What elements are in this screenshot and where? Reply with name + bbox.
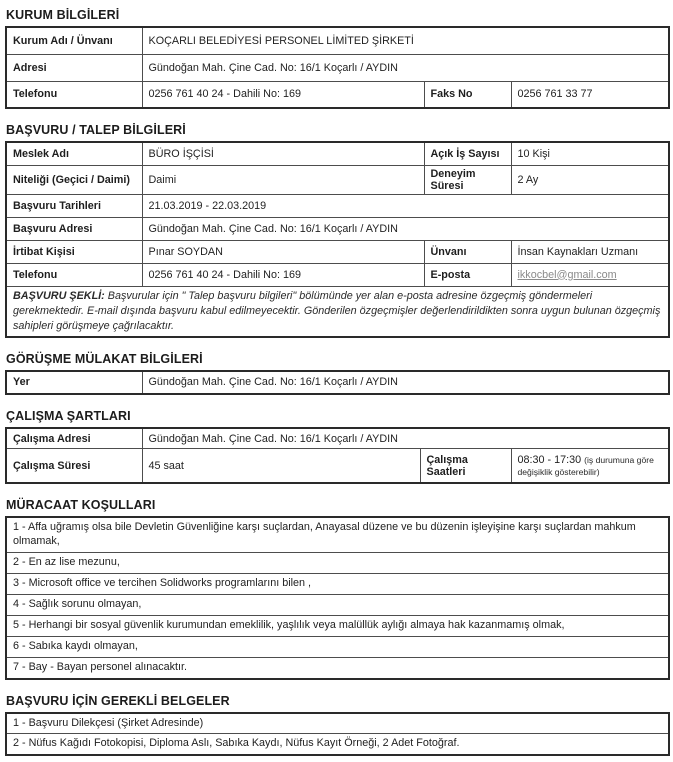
condition-item-1: 1 - Affa uğramış olsa bile Devletin Güvenliğine karşı suçlardan, Anayasal düzene ve bu düzenin işleyişine karşı suçlardan mahkum olmamak,	[6, 517, 669, 553]
field-value-eposta	[511, 263, 669, 286]
basvuru-talep-bilgileri-table	[5, 141, 670, 338]
calisma-saatleri-time: 08:30 - 17:30	[517, 453, 582, 466]
table-row	[6, 54, 669, 81]
calisma-sartlari-table	[5, 427, 670, 484]
list-item-row	[6, 734, 669, 755]
field-value-irtibat-kisisi: Pınar SOYDAN	[142, 240, 424, 263]
basvuru-sekli-note-label: BAŞVURU ŞEKLİ:	[13, 289, 105, 302]
field-value-kurum-adi: KOÇARLI BELEDİYESİ PERSONEL LİMİTED ŞİRKETİ	[142, 27, 669, 54]
field-label-acik-is-sayisi: Açık İş Sayısı	[424, 142, 511, 165]
field-label-deneyim-suresi: Deneyim Süresi	[424, 165, 511, 194]
section-title-gerekli-belgeler: BAŞVURU İÇİN GEREKLİ BELGELER	[6, 693, 230, 708]
field-label-niteligi: Niteliği (Geçici / Daimi)	[6, 165, 142, 194]
field-value-unvani: İnsan Kaynakları Uzmanı	[511, 240, 669, 263]
field-label-adresi: Adresi	[6, 54, 142, 81]
list-item-row	[6, 517, 669, 553]
field-label-telefonu-2: Telefonu	[6, 263, 142, 286]
field-label-meslek-adi: Meslek Adı	[6, 142, 142, 165]
table-row	[6, 263, 669, 286]
field-label-calisma-saatleri: Çalışma Saatleri	[420, 449, 511, 483]
field-label-kurum-adi: Kurum Adı / Ünvanı	[6, 27, 142, 54]
field-label-telefonu: Telefonu	[6, 81, 142, 108]
table-row	[6, 449, 669, 483]
field-label-faks-no: Faks No	[424, 81, 511, 108]
field-value-meslek-adi: BÜRO İŞÇİSİ	[142, 142, 424, 165]
field-value-telefonu-2: 0256 761 40 24 - Dahili No: 169	[142, 263, 424, 286]
field-label-unvani: Ünvanı	[424, 240, 511, 263]
gorusme-mulakat-bilgileri-table	[5, 370, 670, 395]
condition-item-5: 5 - Herhangi bir sosyal güvenlik kurumundan emeklilik, yaşlılık veya malüllük aylığı almaya hak kazanmamış olmak,	[6, 615, 669, 636]
table-row	[6, 428, 669, 449]
field-label-calisma-adresi: Çalışma Adresi	[6, 428, 142, 449]
list-item-row	[6, 636, 669, 657]
list-item-row	[6, 713, 669, 734]
field-value-yer: Gündoğan Mah. Çine Cad. No: 16/1 Koçarlı / AYDIN	[142, 371, 669, 394]
field-value-calisma-suresi: 45 saat	[142, 449, 420, 483]
condition-item-6: 6 - Sabıka kaydı olmayan,	[6, 636, 669, 657]
kurum-bilgileri-table	[5, 26, 670, 109]
list-item-row	[6, 594, 669, 615]
field-value-calisma-adresi: Gündoğan Mah. Çine Cad. No: 16/1 Koçarlı / AYDIN	[142, 428, 669, 449]
field-value-niteligi: Daimi	[142, 165, 424, 194]
table-row	[6, 217, 669, 240]
document-item-2: 2 - Nüfus Kağıdı Fotokopisi, Diploma Aslı, Sabıka Kaydı, Nüfus Kayıt Örneği, 2 Adet Fotoğraf.	[6, 734, 669, 755]
table-row	[6, 194, 669, 217]
field-value-basvuru-tarihleri: 21.03.2019 - 22.03.2019	[142, 194, 669, 217]
condition-item-3: 3 - Microsoft office ve tercihen Solidworks programlarını bilen ,	[6, 573, 669, 594]
field-value-basvuru-adresi: Gündoğan Mah. Çine Cad. No: 16/1 Koçarlı / AYDIN	[142, 217, 669, 240]
condition-item-2: 2 - En az lise mezunu,	[6, 552, 669, 573]
field-value-acik-is-sayisi: 10 Kişi	[511, 142, 669, 165]
field-label-irtibat-kisisi: İrtibat Kişisi	[6, 240, 142, 263]
field-label-basvuru-adresi: Başvuru Adresi	[6, 217, 142, 240]
condition-item-4: 4 - Sağlık sorunu olmayan,	[6, 594, 669, 615]
table-row	[6, 81, 669, 108]
list-item-row	[6, 552, 669, 573]
table-row-note	[6, 286, 669, 337]
field-value-calisma-saatleri	[511, 449, 669, 483]
section-title-calisma-sartlari: ÇALIŞMA ŞARTLARI	[6, 408, 131, 423]
field-value-faks-no: 0256 761 33 77	[511, 81, 669, 108]
field-label-calisma-suresi: Çalışma Süresi	[6, 449, 142, 483]
field-label-eposta: E-posta	[424, 263, 511, 286]
section-title-kurum-bilgileri: KURUM BİLGİLERİ	[6, 8, 120, 22]
section-title-muracaat-kosullari: MÜRACAAT KOŞULLARI	[6, 497, 156, 512]
table-row	[6, 240, 669, 263]
field-value-adresi: Gündoğan Mah. Çine Cad. No: 16/1 Koçarlı / AYDIN	[142, 54, 669, 81]
field-label-basvuru-tarihleri: Başvuru Tarihleri	[6, 194, 142, 217]
section-title-gorusme-mulakat-bilgileri: GÖRÜŞME MÜLAKAT BİLGİLERİ	[6, 351, 203, 366]
muracaat-kosullari-table	[5, 516, 670, 680]
field-value-deneyim-suresi: 2 Ay	[511, 165, 669, 194]
basvuru-sekli-note-text: Başvurular için " Talep başvuru bilgileri" bölümünde yer alan e-posta adresine özgeçmiş göndermeleri gerekmektedir. E-mail dışında başvuru kabul edilmeyecektir. Gönderilen özgeçmişler değerlendirildikten sonra uygun bulunan özgeçmiş sahipleri görüşmeye çağrılacaktır.	[13, 289, 661, 332]
email-link[interactable]: ikkocbel@gmail.com	[517, 268, 617, 281]
gerekli-belgeler-table	[5, 712, 670, 756]
list-item-row	[6, 657, 669, 678]
field-label-yer: Yer	[6, 371, 142, 394]
table-row	[6, 142, 669, 165]
basvuru-sekli-note	[6, 286, 669, 337]
table-row	[6, 165, 669, 194]
list-item-row	[6, 615, 669, 636]
table-row	[6, 27, 669, 54]
condition-item-7: 7 - Bay - Bayan personel alınacaktır.	[6, 657, 669, 678]
section-title-basvuru-talep-bilgileri: BAŞVURU / TALEP BİLGİLERİ	[6, 123, 186, 137]
list-item-row	[6, 573, 669, 594]
calisma-saatleri-note: (iş durumuna göre değişiklik gösterebilir)	[517, 454, 654, 477]
document-item-1: 1 - Başvuru Dilekçesi (Şirket Adresinde)	[6, 713, 669, 734]
field-value-telefonu: 0256 761 40 24 - Dahili No: 169	[142, 81, 424, 108]
table-row	[6, 371, 669, 394]
